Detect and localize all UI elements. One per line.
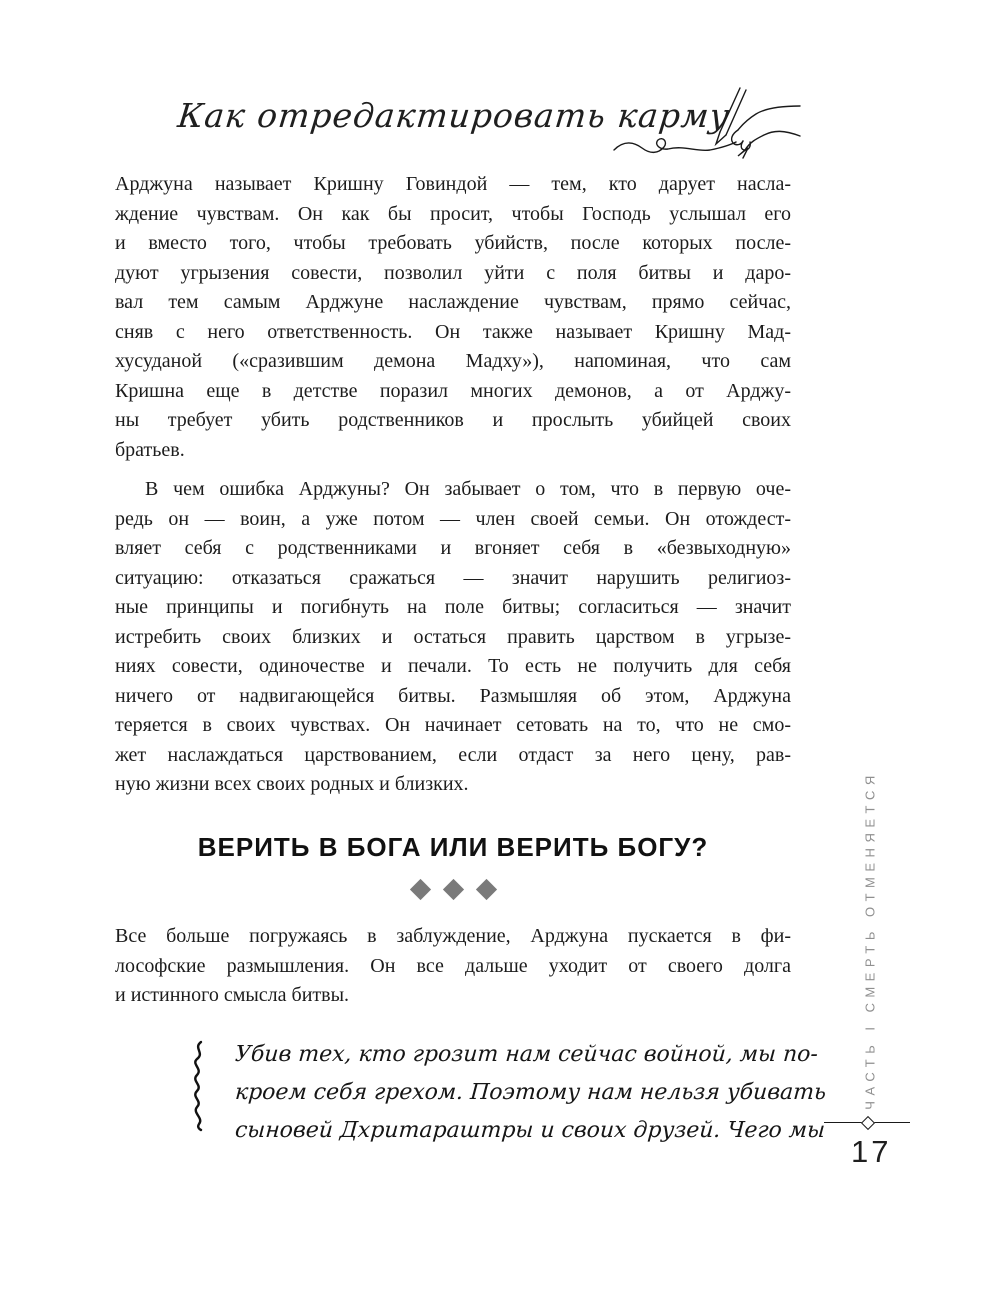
rule-diamond-icon: [861, 1116, 875, 1130]
text-line: ситуацию: отказаться сражаться — значит нарушить религиоз-: [115, 566, 791, 589]
page-number: 17: [851, 1134, 892, 1169]
text-line: истребить своих близких и остаться править царством в угрызе-: [115, 625, 791, 648]
part-label-vertical: ЧАСТЬ I СМЕРТЬ ОТМЕНЯЕТСЯ: [862, 770, 878, 1110]
quote-line: кроем себя грехом. Поэтому нам нельзя убивать: [234, 1080, 827, 1105]
text-line: Все больше погружаясь в заблуждение, Арджуна пускается в фи-: [115, 925, 791, 947]
text-line: хусуданой («сразившим демона Мадху»), напоминая, что сам: [115, 350, 791, 372]
diamond-icon: [409, 879, 430, 900]
quote-line: Убив тех, кто грозит нам сейчас войной, мы по-: [234, 1042, 819, 1067]
text-line: братьев.: [115, 438, 185, 461]
text-line: ждение чувствам. Он как бы просит, чтобы Господь услышал его: [115, 202, 791, 225]
text-line: ные принципы и погибнуть на поле битвы; согласиться — значит: [115, 596, 791, 618]
paragraph-3: [115, 922, 791, 1011]
text-line: ничего от надвигающейся битвы. Размышляя об этом, Арджуна: [115, 684, 791, 707]
text-line: ны требует убить родственников и прослыть убийцей своих: [115, 409, 791, 431]
section-heading: ВЕРИТЬ В БОГА ИЛИ ВЕРИТЬ БОГУ?: [197, 832, 709, 862]
text-line: и истинного смысла битвы.: [115, 984, 350, 1006]
diamond-icon: [475, 879, 496, 900]
paragraph-1: [115, 170, 791, 465]
running-title: Как отредактировать карму: [175, 96, 732, 135]
text-line: Кришна еще в детстве поразил многих демонов, а от Арджу-: [115, 379, 791, 402]
text-line: теряется в своих чувствах. Он начинает сетовать на то, что не смо-: [115, 714, 791, 736]
block-quote: [234, 1036, 827, 1150]
text-line: вляет себя с родственниками и вгоняет себя в «безвыходную»: [115, 537, 791, 559]
footer-rule: [824, 1122, 910, 1123]
paragraph-2: [115, 475, 791, 800]
text-line: вал тем самым Арджуне наслаждение чувствам, прямо сейчас,: [115, 291, 791, 313]
text-line: ную жизни всех своих родных и близких.: [115, 773, 469, 795]
text-line: дуют угрызения совести, позволил уйти с поля битвы и даро-: [115, 261, 791, 284]
text-line: лософские размышления. Он все дальше уходит от своего долга: [115, 954, 791, 977]
text-line: и вместо того, чтобы требовать убийств, после которых после-: [115, 232, 791, 254]
hand-pen-illustration: [612, 80, 802, 165]
ornament-row: [115, 882, 791, 897]
text-line: редь он — воин, а уже потом — член своей семьи. Он отождест-: [115, 507, 791, 530]
text-line: В чем ошибка Арджуны? Он забывает о том, что в первую оче-: [145, 478, 791, 500]
quote-bracket-icon: [188, 1040, 210, 1132]
text-line: жет наслаждаться царствованием, если отдаст за него цену, рав-: [115, 743, 791, 766]
text-line: Арджуна называет Кришну Говиндой — тем, кто дарует насла-: [115, 173, 791, 195]
text-line: ниях совести, одиночестве и печали. То есть не получить для себя: [115, 655, 791, 677]
quote-line: сыновей Дхритараштры и своих друзей. Чего мы: [234, 1118, 826, 1143]
text-line: сняв с него ответственность. Он также называет Кришну Мад-: [115, 320, 791, 343]
diamond-icon: [442, 879, 463, 900]
